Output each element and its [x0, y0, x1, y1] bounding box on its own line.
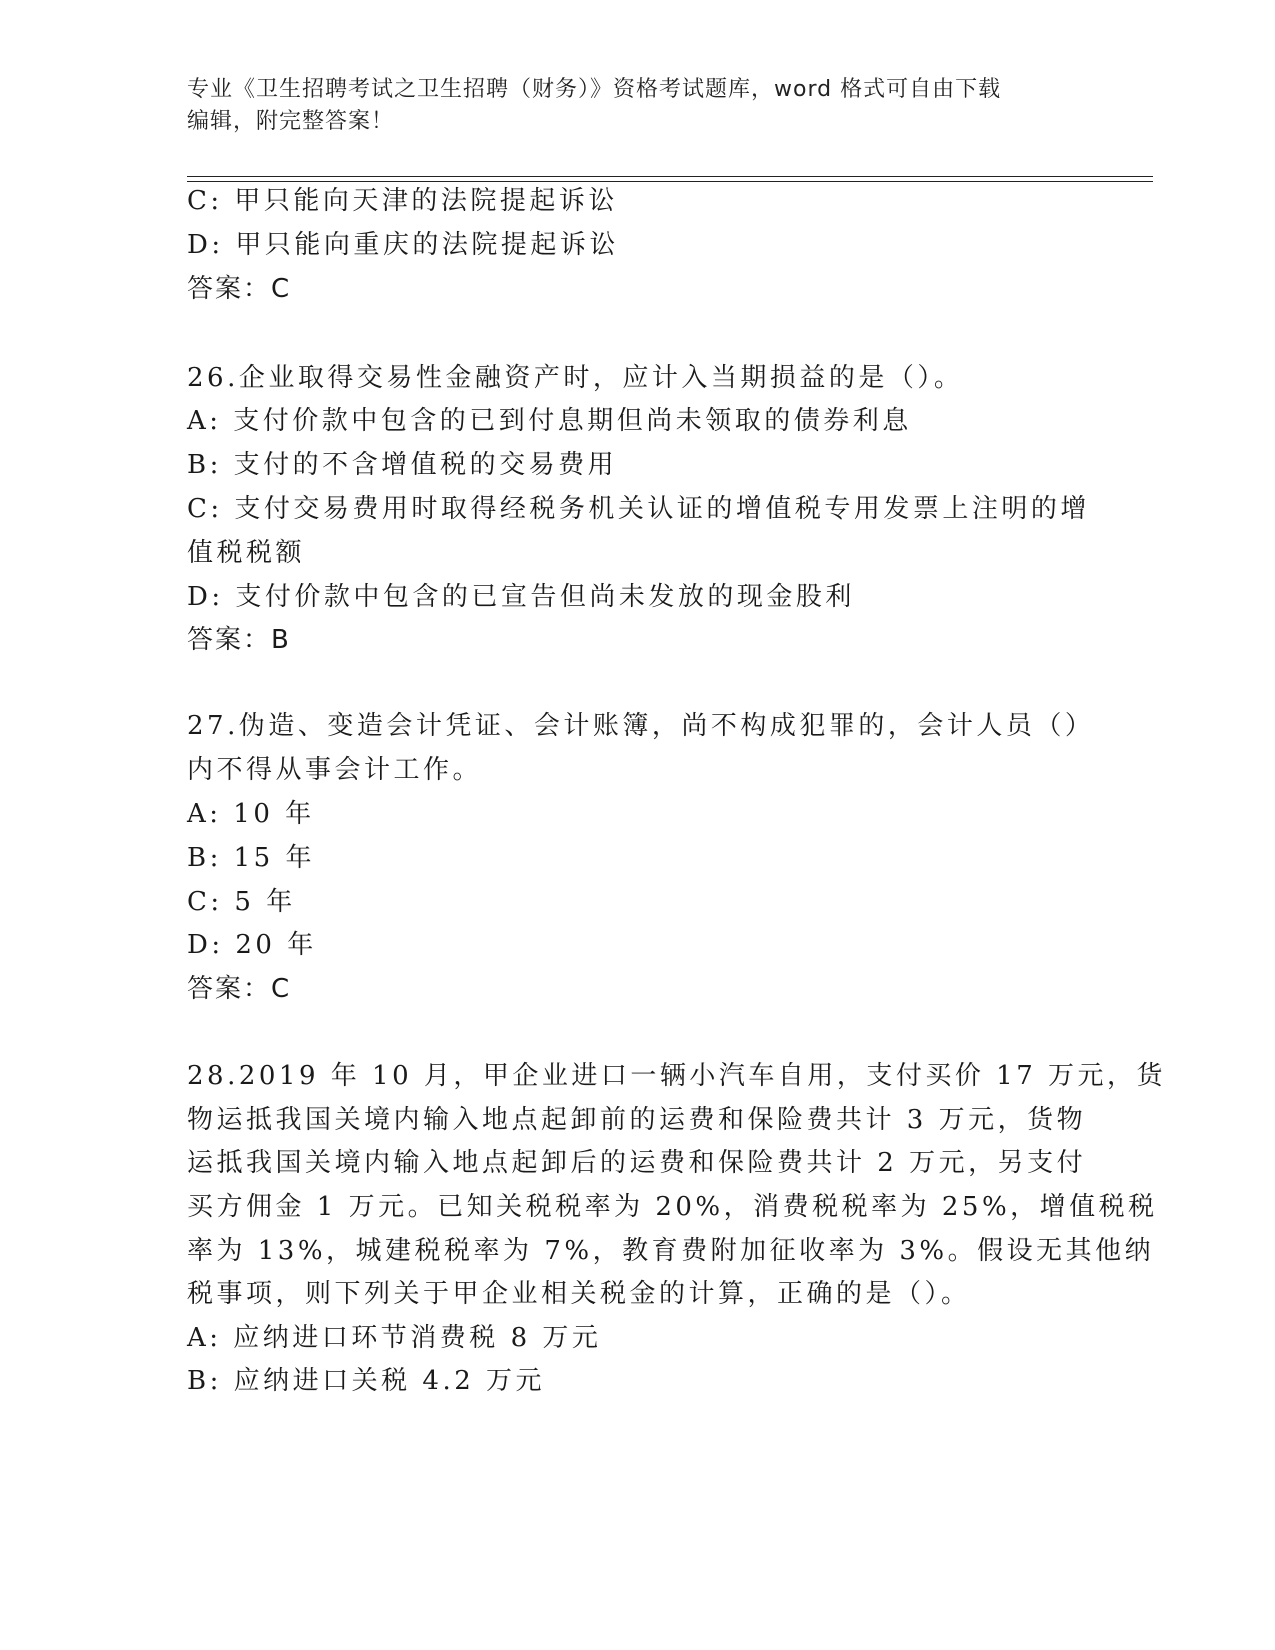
- document-header: [187, 74, 1087, 138]
- q28-stem-line-4: 买方佣金 1 万元。已知关税税率为 20%，消费税税率为 25%，增值税税: [187, 1192, 1158, 1222]
- q26-option-c-line-1: C: 支付交易费用时取得经税务机关认证的增值税专用发票上注明的增: [187, 494, 1090, 524]
- q27-answer: 答案：C: [187, 974, 292, 1004]
- q26-option-d: D: 支付价款中包含的已宣告但尚未发放的现金股利: [187, 582, 855, 612]
- q26-option-b: B: 支付的不含增值税的交易费用: [187, 450, 618, 480]
- q28-stem-line-6: 税事项，则下列关于甲企业相关税金的计算，正确的是（）。: [187, 1279, 971, 1309]
- q28-stem-line-3: 运抵我国关境内输入地点起卸后的运费和保险费共计 2 万元，另支付: [187, 1148, 1087, 1178]
- q26-stem: 26.企业取得交易性金融资产时，应计入当期损益的是（）。: [187, 363, 964, 393]
- q28-option-a: A: 应纳进口环节消费税 8 万元: [187, 1323, 602, 1353]
- q27-option-c: C: 5 年: [187, 887, 296, 917]
- q25-option-d: D: 甲只能向重庆的法院提起诉讼: [187, 230, 619, 260]
- q26-answer: 答案：B: [187, 625, 291, 655]
- q25-option-c: C: 甲只能向天津的法院提起诉讼: [187, 186, 618, 216]
- q26-option-c-line-2: 值税税额: [187, 538, 306, 568]
- q27-stem-line-1: 27.伪造、变造会计凭证、会计账簿，尚不构成犯罪的，会计人员（）: [187, 711, 1095, 741]
- q27-option-d: D: 20 年: [187, 930, 317, 960]
- q28-stem-line-2: 物运抵我国关境内输入地点起卸前的运费和保险费共计 3 万元，货物: [187, 1105, 1087, 1135]
- q25-answer: 答案：C: [187, 274, 292, 304]
- q28-stem-line-1: 28.2019 年 10 月，甲企业进口一辆小汽车自用，支付买价 17 万元，货: [187, 1061, 1167, 1091]
- q28-stem-line-5: 率为 13%，城建税税率为 7%，教育费附加征收率为 3%。假设无其他纳: [187, 1236, 1155, 1266]
- header-line-1: 专业《卫生招聘考试之卫生招聘（财务）》资格考试题库，word 格式可自由下载: [187, 77, 1002, 102]
- q27-option-b: B: 15 年: [187, 843, 315, 873]
- q28-option-b: B: 应纳进口关税 4.2 万元: [187, 1366, 546, 1396]
- q26-option-a: A: 支付价款中包含的已到付息期但尚未领取的债券利息: [187, 406, 912, 436]
- header-line-2: 编辑，附完整答案！: [187, 109, 395, 134]
- q27-option-a: A: 10 年: [187, 799, 315, 829]
- q27-stem-line-2: 内不得从事会计工作。: [187, 755, 483, 785]
